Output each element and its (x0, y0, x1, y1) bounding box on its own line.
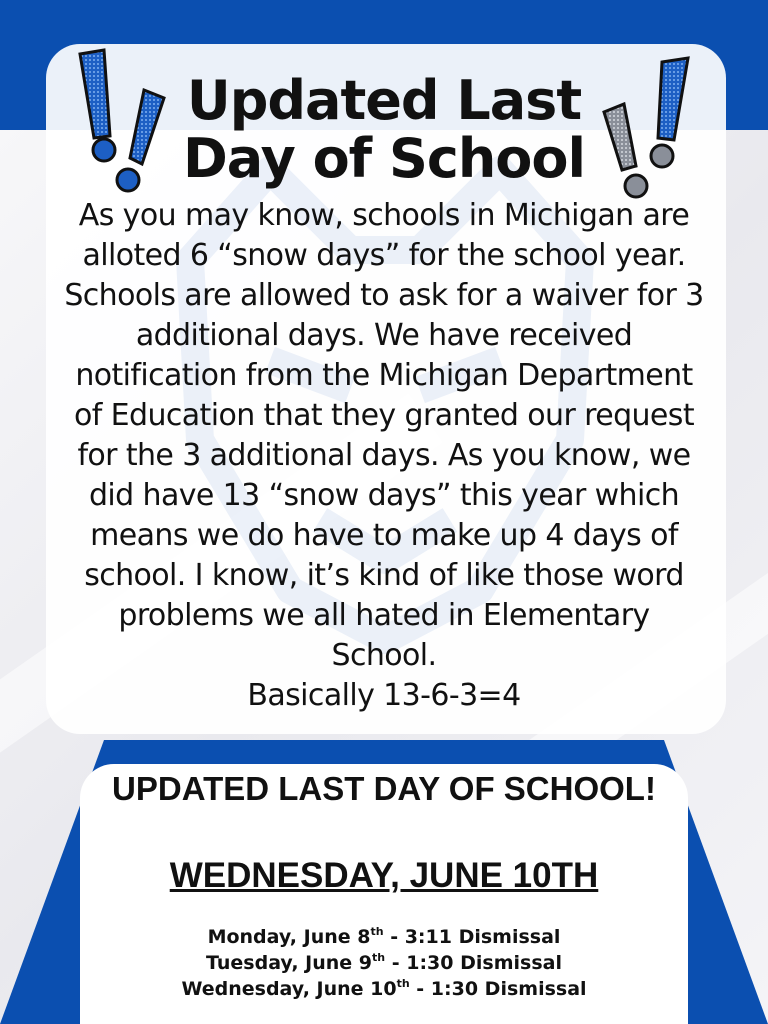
body-line: School. (331, 638, 437, 673)
body-line: for the 3 additional days. As you know, we (77, 438, 691, 473)
schedule-day: Wednesday, June 10 (181, 978, 397, 1000)
schedule-detail: - 3:11 Dismissal (383, 926, 561, 948)
date-suffix: th (396, 977, 410, 990)
body-line: alloted 6 “snow days” for the school year. (82, 238, 686, 273)
body-line: notification from the Michigan Department (75, 358, 693, 393)
dismissal-schedule (80, 924, 688, 1002)
page-title (140, 69, 628, 190)
date-suffix: th (372, 951, 386, 964)
body-paragraph (0, 196, 768, 716)
title-line-2: Day of School (182, 127, 586, 190)
schedule-row (80, 924, 688, 950)
body-line: did have 13 “snow days” this year which (88, 478, 680, 513)
title-line-1: Updated Last (186, 69, 582, 132)
body-line: of Education that they granted our request (74, 398, 694, 433)
schedule-row (80, 976, 688, 1002)
body-line: school. I know, it’s kind of like those word (84, 558, 684, 593)
body-line: problems we all hated in Elementary (118, 598, 650, 633)
body-line: As you may know, schools in Michigan are (78, 198, 690, 233)
schedule-day: Monday, June 8 (207, 926, 371, 948)
last-day-date: WEDNESDAY, JUNE 10TH (169, 856, 599, 895)
body-line: Basically 13-6-3=4 (247, 678, 521, 713)
date-suffix: th (370, 925, 384, 938)
schedule-detail: - 1:30 Dismissal (385, 952, 562, 974)
body-line: Schools are allowed to ask for a waiver for 3 (64, 278, 704, 313)
schedule-day: Tuesday, June 9 (206, 952, 373, 974)
announcement-headline: UPDATED LAST DAY OF SCHOOL! (112, 770, 656, 807)
schedule-row (80, 950, 688, 976)
body-line: additional days. We have received (135, 318, 633, 353)
body-line: means we do have to make up 4 days of (90, 518, 678, 553)
schedule-detail: - 1:30 Dismissal (409, 978, 587, 1000)
